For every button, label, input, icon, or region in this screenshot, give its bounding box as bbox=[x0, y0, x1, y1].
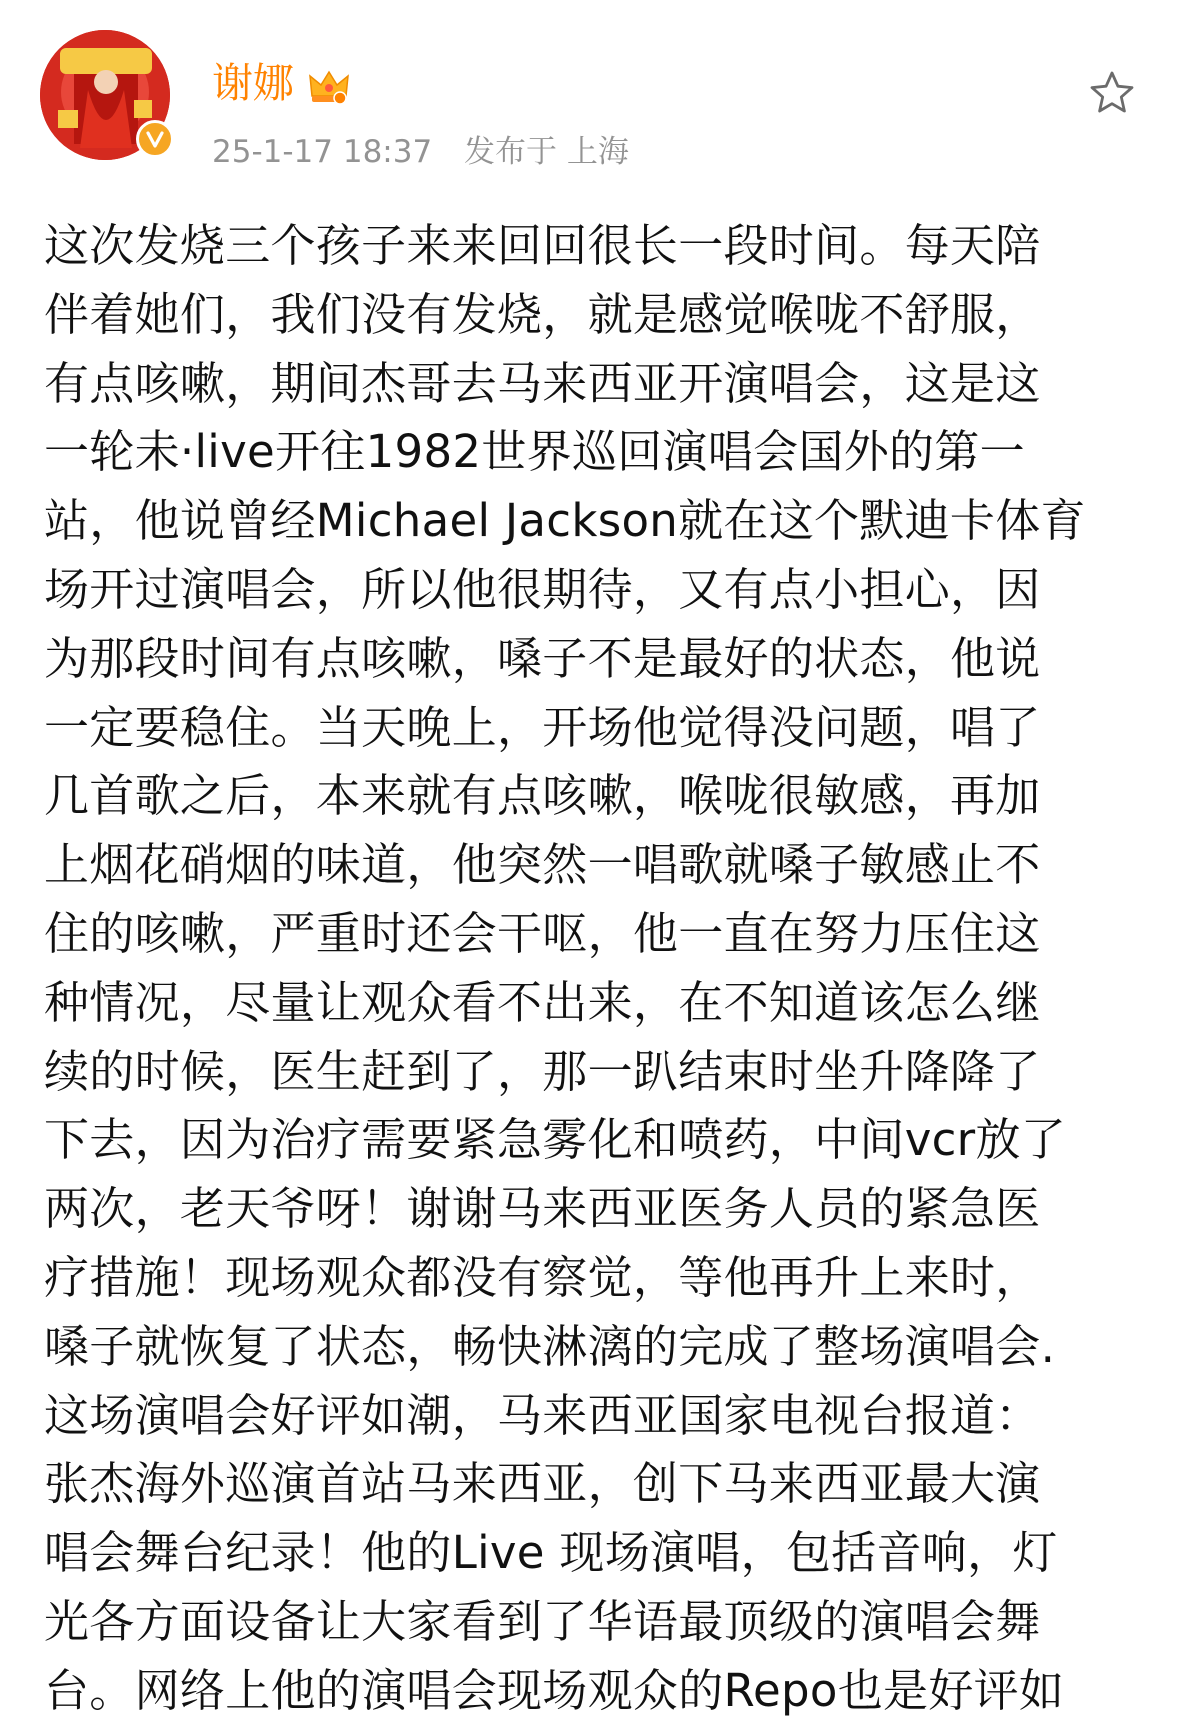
post-body-line: 一轮未·live开往1982世界巡回演唱会国外的第一 bbox=[44, 425, 1025, 479]
post-body-line: 疗措施！现场观众都没有察觉，等他再升上来时， bbox=[44, 1250, 1041, 1304]
post-body-line: 种情况，尽量让观众看不出来，在不知道该怎么继 bbox=[44, 975, 1041, 1029]
post-body-line: 上烟花硝烟的味道，他突然一唱歌就嗓子敏感止不 bbox=[44, 838, 1041, 892]
post-body bbox=[44, 212, 1144, 1726]
post-location: 发布于 上海 bbox=[464, 134, 629, 170]
post-meta bbox=[212, 132, 629, 172]
post-body-line: 伴着她们，我们没有发烧，就是感觉喉咙不舒服， bbox=[44, 287, 1041, 341]
post-body-line: 站，他说曾经Michael Jackson就在这个默迪卡体育 bbox=[44, 494, 1086, 548]
post-body-line: 唱会舞台纪录！他的Live 现场演唱，包括音响，灯 bbox=[44, 1526, 1058, 1580]
post-time: 25-1-17 18:37 bbox=[212, 134, 433, 170]
author-avatar[interactable] bbox=[40, 30, 170, 160]
post-body-line: 一定要稳住。当天晚上，开场他觉得没问题，唱了 bbox=[44, 700, 1041, 754]
crown-icon[interactable] bbox=[306, 66, 352, 106]
post-body-line: 这次发烧三个孩子来来回回很长一段时间。每天陪 bbox=[44, 219, 1041, 272]
post-body-line: 张杰海外巡演首站马来西亚，创下马来西亚最大演 bbox=[44, 1457, 1041, 1511]
post-body-line: 为那段时间有点咳嗽，嗓子不是最好的状态，他说 bbox=[44, 631, 1041, 685]
post-body-line: 这场演唱会好评如潮，马来西亚国家电视台报道： bbox=[44, 1388, 1041, 1442]
post-body-line: 有点咳嗽，期间杰哥去马来西亚开演唱会，这是这 bbox=[44, 356, 1041, 410]
verified-badge-icon bbox=[136, 120, 174, 158]
post-body-line: 光各方面设备让大家看到了华语最顶级的演唱会舞 bbox=[44, 1594, 1041, 1648]
post-body-line: 几首歌之后，本来就有点咳嗽，喉咙很敏感，再加 bbox=[44, 769, 1041, 823]
post-body-line: 两次，老天爷呀！谢谢马来西亚医务人员的紧急医 bbox=[44, 1182, 1041, 1236]
post-body-line: 场开过演唱会，所以他很期待，又有点小担心，因 bbox=[44, 562, 1041, 616]
post-body-line: 嗓子就恢复了状态，畅快淋漓的完成了整场演唱会. bbox=[44, 1319, 1056, 1373]
post-body-line: 住的咳嗽，严重时还会干呕，他一直在努力压住这 bbox=[44, 906, 1041, 960]
post-body-line: 台。网络上他的演唱会现场观众的Repo也是好评如 bbox=[44, 1663, 1065, 1717]
post-body-line: 续的时候，医生赶到了，那一趴结束时坐升降降了 bbox=[44, 1044, 1041, 1098]
post-body-line: 下去，因为治疗需要紧急雾化和喷药，中间vcr放了 bbox=[44, 1113, 1067, 1167]
author-name[interactable]: 谢娜 bbox=[212, 59, 294, 107]
star-outline-icon[interactable] bbox=[1087, 68, 1137, 118]
